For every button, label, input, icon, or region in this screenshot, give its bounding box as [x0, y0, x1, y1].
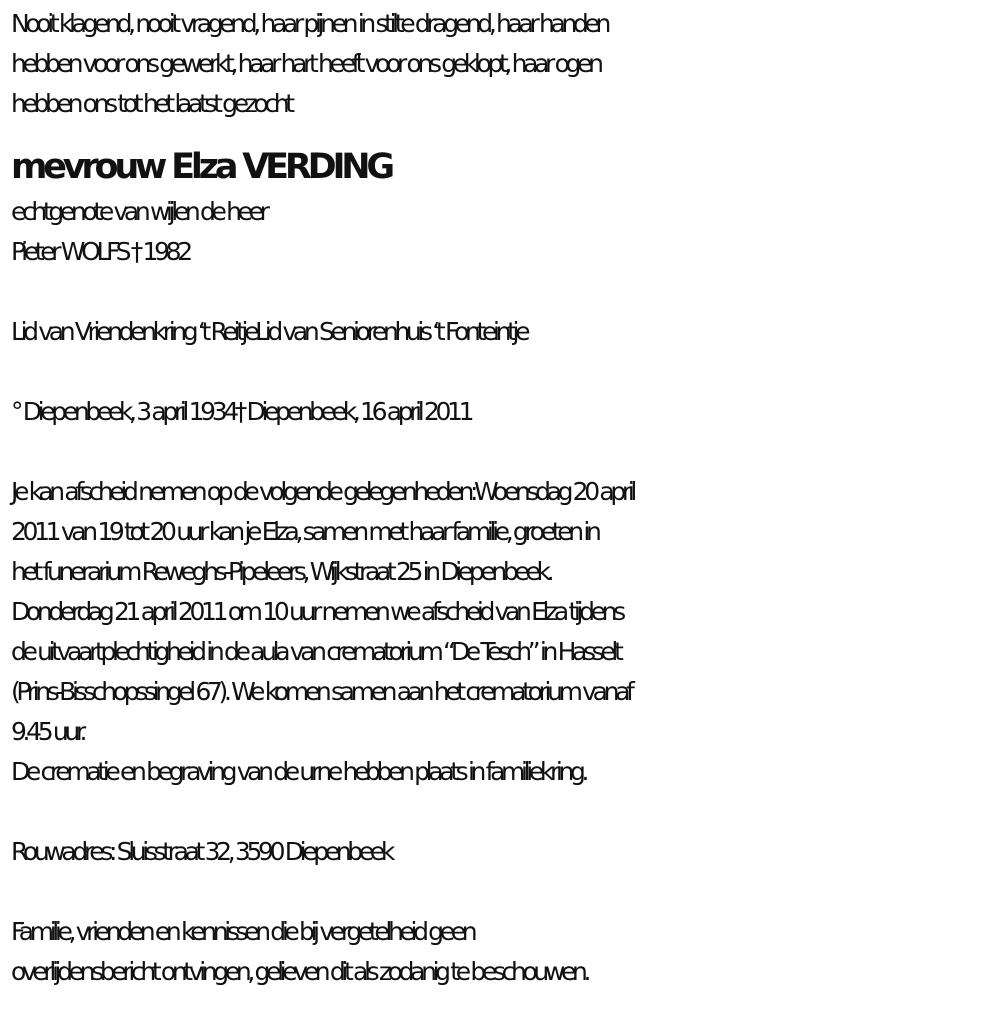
ceremony-line-4: Donderdag 21 april 2011 om 10 uur nemen we afscheid van Elza tijdens: [11, 597, 622, 626]
spacer: [11, 792, 1000, 832]
spacer: [11, 432, 1000, 472]
spacer: [11, 352, 1000, 392]
spacer: [11, 872, 1000, 912]
spouse-text: Pieter WOLFS † 1982: [11, 237, 189, 266]
ceremony-line-6: (Prins-Bisschopssingel 67). We komen samen aan het crematorium vanaf: [11, 677, 631, 706]
ceremony-line-1: Je kan afscheid nemen op de volgende gelegenheden:Woensdag 20 april: [11, 477, 634, 506]
motto-line-2: hebben voor ons gewerkt, haar hart heeft voor ons geklopt, haar ogen: [11, 49, 600, 78]
ceremony-line-3: het funerarium Reweghs-Pipeleers, Wijkstraat 25 in Diepenbeek.: [11, 557, 551, 586]
ceremony-line-5: de uitvaartplechtigheid in de aula van crematorium “De Tesch” in Hasselt: [11, 637, 620, 666]
ceremony-line-7: 9.45 uur.: [11, 717, 84, 746]
relation-text: echtgenote van wijlen de heer: [11, 197, 266, 226]
deceased-name: mevrouw Elza VERDING: [11, 147, 391, 187]
spacer: [11, 272, 1000, 312]
ceremony-line-8: De crematie en begraving van de urne hebben plaats in familiekring.: [11, 757, 586, 786]
closing-line-1: Familie, vrienden en kennissen die bij vergetelheid geen: [11, 917, 474, 946]
membership-text: Lid van Vriendenkring ‘t ReitjeLid van Seniorenhuis ‘t Fonteintje: [11, 317, 527, 346]
ceremony-line-2: 2011 van 19 tot 20 uur kan je Elza, samen met haar familie, groeten in: [11, 517, 598, 546]
motto-line-3: hebben ons tot het laatst gezocht: [11, 89, 291, 118]
birth-death-dates: ° Diepenbeek, 3 april 1934† Diepenbeek, 16 april 2011: [11, 397, 471, 426]
motto-line-1: Nooit klagend, nooit vragend, haar pijnen in stilte dragend, haar handen: [11, 9, 607, 38]
mourning-address: Rouwadres: Sluisstraat 32, 3590 Diepenbeek: [11, 837, 392, 866]
closing-line-2: overlijdensbericht ontvingen, gelieven dit als zodanig te beschouwen.: [11, 957, 588, 986]
